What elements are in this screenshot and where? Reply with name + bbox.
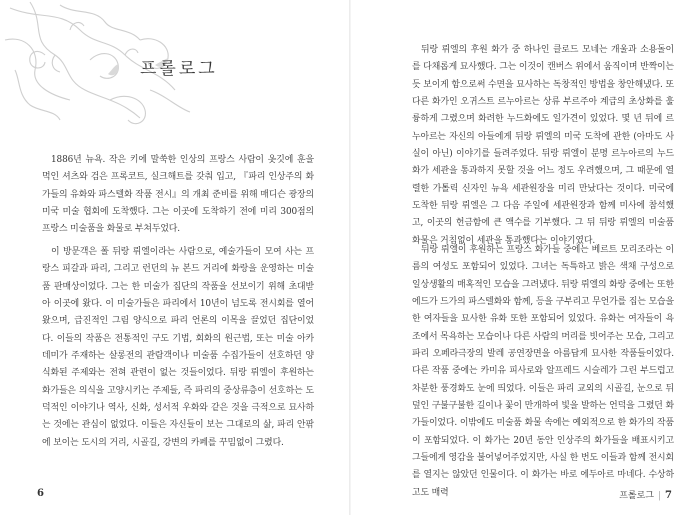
chapter-title: 프롤로그 — [140, 59, 218, 79]
body-text — [42, 152, 314, 239]
page-number: 7 — [665, 490, 672, 501]
body-text — [412, 42, 674, 250]
left-page — [0, 0, 349, 515]
paragraph: 1886년 뉴욕. 작은 키에 말쑥한 인상의 프랑스 사람이 옷깃에 훈을 먹인 셔츠와 검은 프록코트, 실크해트를 갖춰 입고, 『파리 인상주의 화가들의 유화와 파스텔화 작품 전시』의 개최 준비를 위해 매디슨 광장의 미국 미술 협회에 도착했다. 그는 이곳에 도착하기 전에 미리 300점의 프랑스 미술품을 화물로 부쳐두었다. — [42, 155, 314, 235]
page-footer — [619, 488, 672, 501]
body-text — [42, 244, 314, 452]
body-text — [412, 242, 674, 502]
paragraph: 이 방문객은 폴 뒤랑 뤼엘이라는 사람으로, 예술가들이 모여 사는 프랑스 피갈과 파리, 그리고 런던의 뉴 본드 거리에 화랑을 운영하는 미술품 판매상이었다. 그는 한 미술가 집단의 작품을 선보이기 위해 초대받아 이곳에 왔다. 이 미술가들은 파리에서 10년이 넘도록 전시회를 열어 왔으며, 급진적인 그림 양식으로 파리 언론의 이목을 끌었던 집단이었다. 이들의 작품은 전통적인 구도 기법, 회화의 원근법, 또는 미술 아카데미가 주재하는 살롱전의 관람객이나 미술품 수집가들이 선호하던 양식화된 주제와는 전혀 관련이 없는 것들이었다. 뒤랑 뤼엘이 후원하는 화가들은 의식을 고양시키는 주제들, 즉 파리의 중상류층이 선호하는 도덕적인 이야기나 역사, 신화, 성서적 우화와 같은 것을 극적으로 묘사하는 것에는 관심이 없었다. 이들은 자신들이 보는 그대로의 삶, 파리 안팎에 보이는 도시의 거리, 시골길, 강변의 카페를 꾸밈없이 그렸다. — [42, 247, 314, 448]
paragraph: 뒤랑 뤼엘의 후원 화가 중 하나인 클로드 모네는 개울과 소용돌이를 다채롭게 묘사했다. 그는 이것이 캔버스 위에서 움직이며 반짝이는 듯 보이게 함으로써 수면을 묘사하는 독창적인 방법을 창안해냈다. 또 다른 화가인 오귀스트 르누아르는 상류 부르주아 계급의 초상화를 훌륭하게 그렸으며 화려한 누드화에도 일가견이 있었다. 몇 년 뒤에 르누아르는 자신의 아들에게 뒤랑 뤼엘의 미국 도착에 관한 (아마도 사실이 아닌) 이야기를 들려주었다. 뒤랑 뤼엘이 분명 르누아르의 누드화가 세관을 통과하지 못할 것을 어느 정도 우려했으며, 그 때문에 열렬한 가톨릭 신자인 뉴욕 세관원장을 미리 만났다는 것이다. 미국에 도착한 뒤랑 뤼엘은 그 다음 주일에 세관원장과 함께 미사에 참석했고, 이곳의 헌금함에 큰 액수를 기부했다. 그 뒤 뒤랑 뤼엘의 미술품 화물은 거침없이 세관을 통과했다는 이야기였다. — [412, 45, 674, 246]
right-page — [351, 0, 700, 515]
paragraph: 뒤랑 뤼엘이 후원하는 프랑스 화가들 중에는 베르트 모리조라는 이름의 여성도 포함되어 있었다. 그녀는 독특하고 밝은 색채 구성으로 일상생활의 매혹적인 모습을 그려냈다. 뒤랑 뤼엘의 화랑 중에는 또한 에드가 드가의 파스텔화와 함께, 등을 구부리고 무언가를 집는 모습을 한 여자들을 묘사한 유화 또한 포함되어 있었다. 유화는 여자들이 욕조에서 목욕하는 모습이나 다른 사람의 머리를 빗어주는 모습, 그리고 파리 오페라극장의 발레 공연장면을 아름답게 묘사한 작품들이었다. 다른 작품 중에는 카미유 피사로와 알프레드 시슬레가 그린 부드럽고 차분한 풍경화도 눈에 띄었다. 이들은 파리 교외의 시골길, 눈으로 뒤덮인 구불구불한 길이나 꽃이 만개하여 빛을 발하는 언덕을 그렸던 화가들이었다. 이밖에도 미술품 화물 속에는 예외적으로 한 화가의 작품이 포함되었다. 이 화가는 20년 동안 인상주의 화가들을 배표시키고 그들에게 영감을 불어넣어주었지만, 사실 한 번도 이들과 함께 전시회를 열지는 않았던 인물이다. 이 화가는 바로 에두아르 마네다. 수상하고도 매력 — [412, 245, 674, 498]
running-head: 프롤로그 — [619, 491, 654, 501]
page-number: 6 — [37, 488, 44, 499]
folio-separator: | — [657, 491, 662, 501]
